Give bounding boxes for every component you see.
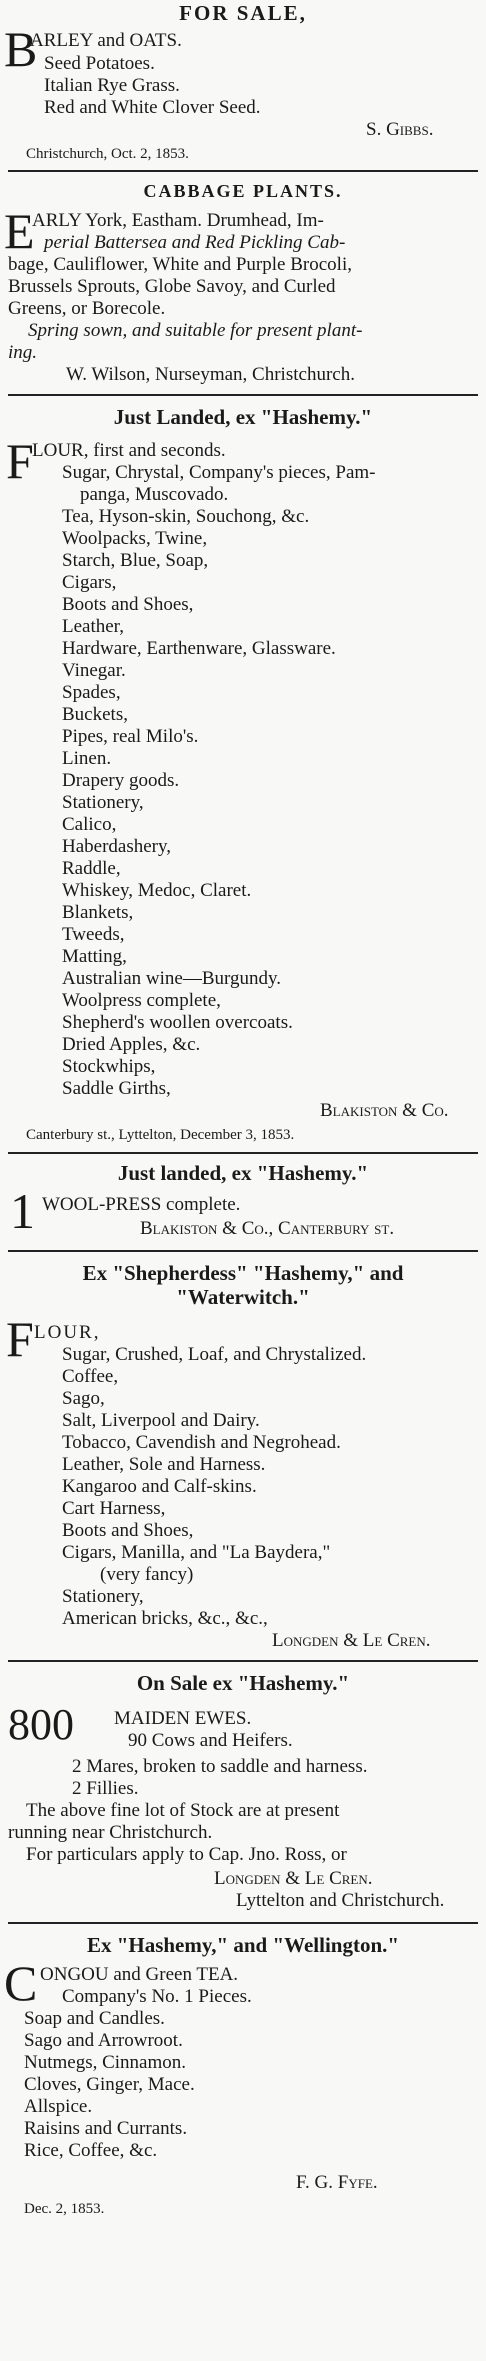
ad-item: Cloves, Ginger, Mace. (24, 2074, 195, 2095)
ad-item: Sago, (62, 1388, 105, 1409)
drop-cap: C (4, 1955, 38, 2011)
ad-item: Raisins and Currants. (24, 2118, 188, 2139)
ad-item: Nutmegs, Cinnamon. (24, 2052, 187, 2073)
ad-dateline: Dec. 2, 1853. (24, 2201, 105, 2217)
ad-item: Soap and Candles. (24, 2008, 165, 2029)
ad-item: Boots and Shoes, (62, 594, 194, 615)
ad-signer: W. Wilson, Nurseyman, Christchurch. (66, 364, 355, 385)
ad-item: (very fancy) (100, 1564, 194, 1585)
ad-header: FOR SALE, (179, 1, 307, 25)
ad-item: Stationery, (62, 1586, 144, 1607)
ad-item: Tobacco, Cavendish and Negrohead. (62, 1432, 341, 1453)
ad-header: On Sale ex "Hashemy." (136, 1671, 350, 1695)
divider-rule (8, 394, 478, 396)
ad-item: Leather, Sole and Harness. (62, 1454, 266, 1475)
ad-item: Red and White Clover Seed. (44, 97, 261, 118)
ad-item: 2 Fillies. (72, 1778, 139, 1799)
ad-line: Greens, or Borecole. (8, 298, 166, 319)
ad-item: Italian Rye Grass. (44, 75, 180, 96)
drop-cap: F (6, 433, 34, 489)
ad-first-line: LOUR, (34, 1322, 101, 1343)
divider-rule (8, 1250, 478, 1252)
ad-signer: Longden & Le Cren. (272, 1630, 431, 1651)
ad-item: Sugar, Chrystal, Company's pieces, Pam- (62, 462, 376, 483)
divider-rule (8, 1660, 478, 1662)
ad-item: Saddle Girths, (62, 1078, 171, 1099)
ad-item: Woolpacks, Twine, (62, 528, 208, 549)
ad-item: Calico, (62, 814, 117, 835)
ad-item: Drapery goods. (62, 770, 180, 791)
ad-body-line: For particulars apply to Cap. Jno. Ross, or (26, 1844, 347, 1865)
ad-line: Brussels Sprouts, Globe Savoy, and Curled (8, 276, 336, 297)
ad-item: Salt, Liverpool and Dairy. (62, 1410, 260, 1431)
ad-item: panga, Muscovado. (80, 484, 229, 505)
ad-header: Ex "Hashemy," and "Wellington." (86, 1933, 400, 1957)
divider-rule (8, 1922, 478, 1924)
ad-signer: F. G. Fyfe. (296, 2172, 378, 2193)
ad-item: Woolpress complete, (62, 990, 221, 1011)
ad-header: Just Landed, ex "Hashemy." (113, 405, 373, 429)
ad-item: Matting, (62, 946, 127, 967)
ad-line: perial Battersea and Red Pickling Cab- (44, 232, 346, 253)
ad-item: Starch, Blue, Soap, (62, 550, 209, 571)
ad-header: Ex "Shepherdess" "Hashemy," and (82, 1261, 404, 1285)
ad-header: CABBAGE PLANTS. (143, 181, 343, 201)
ad-line: bage, Cauliflower, White and Purple Brocoli, (8, 254, 352, 275)
ad-signer: Longden & Le Cren. (214, 1868, 373, 1889)
ad-header-line2: "Waterwitch." (176, 1285, 310, 1309)
drop-cap: 800 (8, 1700, 74, 1749)
ad-item: Shepherd's woollen overcoats. (62, 1012, 293, 1033)
drop-cap: B (4, 21, 38, 77)
ad-item: Cart Harness, (62, 1498, 166, 1519)
ad-signer: Blakiston & Co. (320, 1100, 449, 1121)
ad-dateline: Christchurch, Oct. 2, 1853. (26, 146, 189, 162)
ad-line: Spring sown, and suitable for present plant- (28, 320, 363, 341)
ad-item: Sago and Arrowroot. (24, 2030, 183, 2051)
ad-item: Haberdashery, (62, 836, 172, 857)
ad-item: Blankets, (62, 902, 134, 923)
ad-item: Raddle, (62, 858, 121, 879)
ad-item: Boots and Shoes, (62, 1520, 194, 1541)
ad-item: Buckets, (62, 704, 128, 725)
ad-item: 2 Mares, broken to saddle and harness. (72, 1756, 368, 1777)
drop-cap: 1 (10, 1183, 35, 1239)
ad-dateline: Canterbury st., Lyttelton, December 3, 1853. (26, 1127, 295, 1143)
ad-first-line: LOUR, first and seconds. (32, 440, 226, 461)
drop-cap: E (4, 203, 35, 259)
divider-rule (8, 1152, 478, 1154)
ad-header: Just landed, ex "Hashemy." (117, 1161, 369, 1185)
ad-item: Whiskey, Medoc, Claret. (62, 880, 252, 901)
ad-item: Allspice. (24, 2096, 93, 2117)
ad-first-line: ONGOU and Green TEA. (40, 1964, 239, 1985)
ad-signer-location: Lyttelton and Christchurch. (236, 1890, 445, 1911)
ad-line: ARLY York, Eastham. Drumhead, Im- (32, 210, 324, 231)
ad-first-line: ARLEY and OATS. (30, 30, 182, 51)
ad-first-line: MAIDEN EWES. (114, 1708, 252, 1729)
ad-item: Kangaroo and Calf-skins. (62, 1476, 257, 1497)
ad-body-line: running near Christchurch. (8, 1822, 213, 1843)
ad-item: Spades, (62, 682, 121, 703)
ad-item: Stockwhips, (62, 1056, 156, 1077)
ad-item: Australian wine—Burgundy. (62, 968, 282, 989)
ad-item: American bricks, &c., &c., (62, 1608, 268, 1629)
ad-item: Company's No. 1 Pieces. (62, 1986, 252, 2007)
ad-item: Linen. (62, 748, 112, 769)
ad-item: Cigars, Manilla, and "La Baydera," (62, 1542, 331, 1563)
ad-line: ing. (8, 342, 38, 363)
divider-rule (8, 170, 478, 172)
ad-item: Rice, Coffee, &c. (24, 2140, 158, 2161)
ad-item: Seed Potatoes. (44, 53, 155, 74)
ad-item: Pipes, real Milo's. (62, 726, 199, 747)
ad-item: Stationery, (62, 792, 144, 813)
ad-first-line: WOOL-PRESS complete. (42, 1194, 241, 1215)
ad-body-line: The above fine lot of Stock are at present (26, 1800, 340, 1821)
ad-item: Hardware, Earthenware, Glassware. (62, 638, 336, 659)
ad-signer: Blakiston & Co., Canterbury st. (140, 1218, 395, 1239)
ad-item: Cigars, (62, 572, 117, 593)
ad-item: Tweeds, (62, 924, 125, 945)
ad-item: Leather, (62, 616, 125, 637)
ad-item: Dried Apples, &c. (62, 1034, 201, 1055)
ad-item: Tea, Hyson-skin, Souchong, &c. (62, 506, 310, 527)
ad-item: 90 Cows and Heifers. (128, 1730, 293, 1751)
drop-cap: F (6, 1311, 34, 1367)
ad-item: Vinegar. (62, 660, 126, 681)
ad-signer: S. Gibbs. (366, 119, 434, 140)
ad-item: Coffee, (62, 1366, 119, 1387)
ad-item: Sugar, Crushed, Loaf, and Chrystalized. (62, 1344, 367, 1365)
